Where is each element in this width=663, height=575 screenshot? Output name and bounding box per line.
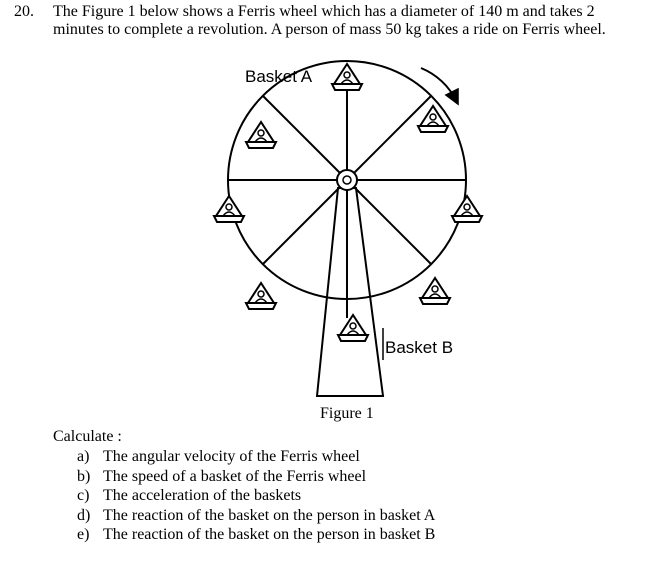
ferris-wheel-diagram bbox=[195, 58, 485, 398]
basket-b-label: Basket B bbox=[385, 338, 454, 357]
basket-icon bbox=[420, 278, 450, 304]
basket-icon bbox=[214, 196, 244, 222]
basket-icon bbox=[246, 122, 276, 148]
basket-icon bbox=[246, 283, 276, 309]
basket-icon bbox=[338, 315, 368, 341]
question-item-e: e) The reaction of the basket on the person in basket B bbox=[77, 526, 436, 543]
question-number: 20. bbox=[14, 3, 34, 20]
question-item-d: d) The reaction of the basket on the person in basket A bbox=[77, 506, 436, 524]
basket-icon bbox=[332, 64, 362, 90]
wheel-hub bbox=[337, 170, 357, 190]
calculate-heading: Calculate : bbox=[53, 428, 122, 445]
question-items bbox=[77, 448, 435, 546]
basket-icon bbox=[452, 196, 482, 222]
question-item-c: c) The acceleration of the baskets bbox=[77, 487, 302, 504]
question-text-line-1: The Figure 1 below shows a Ferris wheel which has a diameter of 140 m and takes 2 bbox=[53, 3, 595, 20]
basket-a-label: Basket A bbox=[245, 67, 313, 86]
rotation-arrow-icon bbox=[421, 68, 457, 102]
wheel-support-stand bbox=[317, 188, 383, 396]
figure-caption: Figure 1 bbox=[320, 405, 374, 422]
question-item-a: a) The angular velocity of the Ferris wheel bbox=[77, 448, 360, 465]
question-text-line-2: minutes to complete a revolution. A person of mass 50 kg takes a ride on Ferris wheel. bbox=[53, 21, 606, 38]
question-item-b: b) The speed of a basket of the Ferris wheel bbox=[77, 467, 367, 485]
